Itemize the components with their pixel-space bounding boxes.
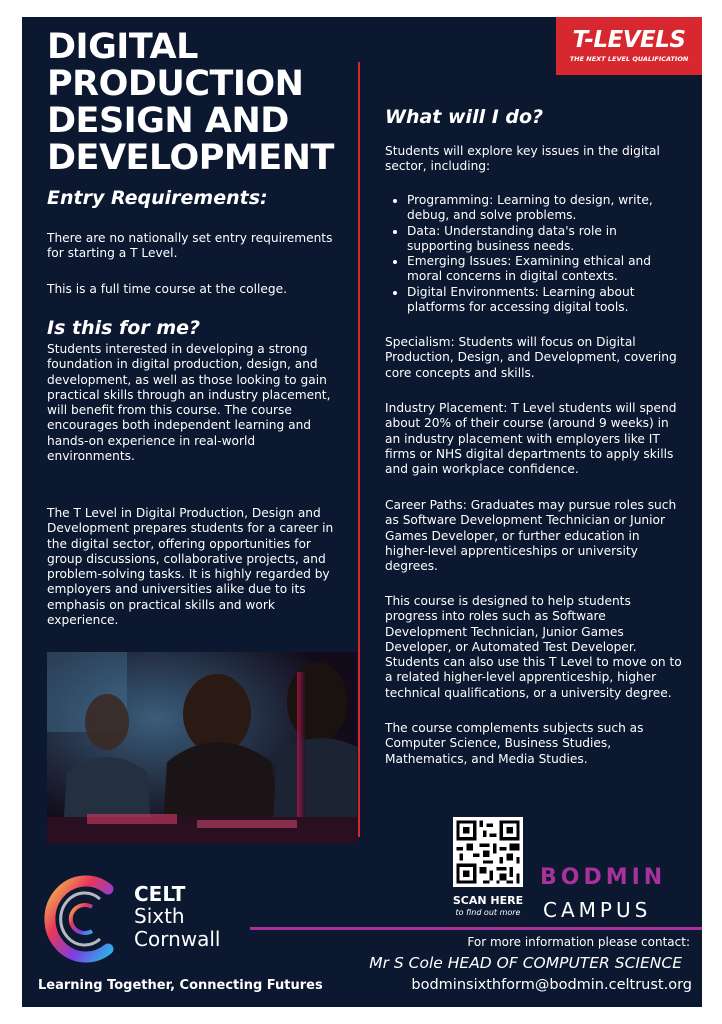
flyer-page <box>22 17 702 1007</box>
page-title <box>47 29 347 177</box>
contact-person: Mr S Cole HEAD OF COMPUTER SCIENCE <box>369 954 682 972</box>
tlevels-badge-main: T-LEVELS <box>572 27 686 53</box>
course-overview-text: The T Level in Digital Production, Design and Development prepares students for a career in the digital sector, offering opportunities for group discussions, collaborative projects, and problem-solving tasks. It is highly regarded by employers and universities alike due to its emphasis on practical skills and work experience. <box>47 506 334 628</box>
contact-label: For more information please contact: <box>467 935 690 949</box>
title-line: DEVELOPMENT <box>47 138 334 178</box>
scan-here-caption <box>442 894 534 918</box>
list-item: • Digital Environments: Learning about platforms for accessing digital tools. <box>407 285 679 316</box>
what-will-i-do-heading: What will I do? <box>385 106 544 128</box>
career-paths-text: Career Paths: Graduates may pursue roles such as Software Development Technician or Junior Games Developer, or further education in higher-level apprenticeships or university degrees. <box>385 498 677 574</box>
contact-email-link[interactable]: bodminsixthform@bodmin.celtrust.org <box>411 977 692 993</box>
bodmin-label: BODMIN <box>540 865 667 890</box>
industry-placement-text: Industry Placement: T Level students will spend about 20% of their course (around 9 weeks) in an industry placement with employers like IT firms or NHS digital departments to apply skills and gain workplace confidence. <box>385 401 677 477</box>
complementary-subjects-text: The course complements subjects such as Computer Science, Business Studies, Mathematics, and Media Studies. <box>385 721 644 766</box>
title-line: PRODUCTION <box>47 64 304 104</box>
specialism-text: Specialism: Students will focus on Digital Production, Design, and Development, covering core concepts and skills. <box>385 335 677 380</box>
students-gaming-photo <box>47 652 357 844</box>
logo-line-cornwall: Cornwall <box>134 927 221 951</box>
list-item: • Emerging Issues: Examining ethical and moral concerns in digital contexts. <box>407 254 679 285</box>
tagline: Learning Together, Connecting Futures <box>38 978 323 993</box>
is-this-for-me-heading: Is this for me? <box>47 317 201 339</box>
qr-code-icon[interactable] <box>453 817 523 887</box>
find-out-more-label: to find out more <box>455 908 521 917</box>
scan-here-label: SCAN HERE <box>452 894 524 907</box>
tlevels-badge-sub: THE NEXT LEVEL QUALIFICATION <box>569 55 689 63</box>
list-item: • Data: Understanding data's role in supporting business needs. <box>407 224 679 255</box>
entry-requirements-heading: Entry Requirements: <box>47 187 268 209</box>
celt-logo-text <box>134 883 220 951</box>
footer-divider <box>250 927 702 930</box>
logo-line-sixth: Sixth <box>134 904 185 928</box>
progression-text: This course is designed to help students progress into roles such as Software Development Technician, Junior Games Developer, or Automated Test Developer. Students can also use this T Level to move on to a related higher-level apprenticeship, higher technical qualifications, or a university degree. <box>385 594 682 700</box>
logo-line-celt: CELT <box>134 882 186 906</box>
is-this-for-me-text: Students interested in developing a strong foundation in digital production, design, and development, as well as those looking to gain practical skills through an industry placement, will benefit from this course. The course encourages both independent learning and hands-on experience in real-world environments. <box>47 342 331 464</box>
column-divider <box>358 62 360 837</box>
title-line: DIGITAL <box>47 27 198 67</box>
entry-requirements-text: There are no nationally set entry requirements for starting a T Level. <box>47 231 333 261</box>
celt-c-logo-icon <box>38 867 128 971</box>
photo-illustration <box>47 652 357 844</box>
tlevels-badge <box>556 17 702 75</box>
campus-label: CAMPUS <box>543 898 652 922</box>
title-line: DESIGN AND <box>47 101 289 141</box>
course-type-text: This is a full time course at the college. <box>47 282 287 296</box>
what-will-i-do-intro: Students will explore key issues in the digital sector, including: <box>385 144 660 174</box>
key-issues-list <box>385 193 679 315</box>
list-item: • Programming: Learning to design, write, debug, and solve problems. <box>407 193 679 224</box>
